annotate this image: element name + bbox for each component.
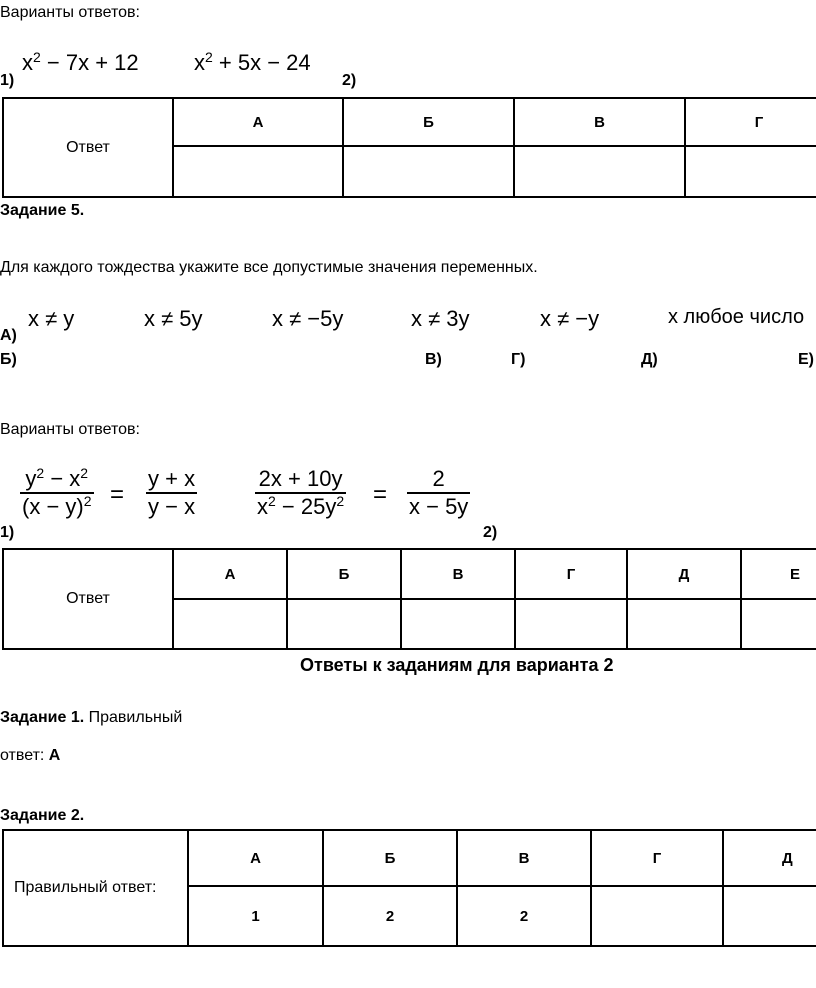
fraction-2-denominator: y − x bbox=[148, 494, 196, 519]
answer-table-2 bbox=[2, 548, 816, 650]
column-header-a: А bbox=[173, 549, 287, 599]
option-label-1b: 1) bbox=[0, 524, 15, 541]
column-header-a: А bbox=[188, 830, 323, 886]
column-header-g: Г bbox=[591, 830, 723, 886]
answer-cell-v[interactable] bbox=[401, 599, 515, 649]
equals-sign-1: = bbox=[110, 481, 125, 508]
fraction-2 bbox=[146, 466, 197, 520]
condition-e: x любое число bbox=[668, 306, 805, 328]
fraction-3 bbox=[255, 466, 346, 520]
answers-heading: Ответы к заданиям для варианта 2 bbox=[300, 655, 614, 675]
column-header-d: Д bbox=[723, 830, 816, 886]
condition-g: x ≠ 3y bbox=[411, 306, 470, 331]
fraction-4 bbox=[407, 466, 470, 520]
task1-title: Задание 1. bbox=[0, 709, 85, 726]
answer-row-label: Ответ bbox=[3, 98, 173, 197]
option-label-v: В) bbox=[425, 351, 442, 368]
condition-b: x ≠ 5y bbox=[144, 306, 203, 331]
option-label-a: А) bbox=[0, 327, 17, 344]
expression-2: $x^2 + 5x - 24$ bbox=[194, 49, 311, 75]
fraction-1-numerator: $y^2 - x^2$ bbox=[25, 465, 89, 491]
task2-title: Задание 2. bbox=[0, 807, 85, 824]
column-header-e: Е bbox=[741, 549, 816, 599]
answer-cell-d[interactable] bbox=[627, 599, 741, 649]
fraction-4-numerator: 2 bbox=[432, 466, 445, 491]
condition-a: x ≠ y bbox=[28, 306, 75, 331]
task5-instruction: Для каждого тождества укажите все допустимые значения переменных. bbox=[0, 259, 538, 276]
answer-cell-g[interactable] bbox=[685, 146, 816, 197]
option-label-e: Е) bbox=[798, 351, 814, 368]
column-header-a: А bbox=[173, 98, 343, 146]
option-label-2b: 2) bbox=[483, 524, 498, 541]
answer-cell-v[interactable] bbox=[514, 146, 685, 197]
fraction-1-denominator: $(x - y)^2$ bbox=[22, 493, 92, 519]
answer-row-label: Ответ bbox=[3, 549, 173, 649]
equals-sign-2: = bbox=[373, 481, 388, 508]
answer-cell-a[interactable] bbox=[173, 146, 343, 197]
variants-heading-2: Варианты ответов: bbox=[0, 421, 140, 438]
variants-heading-1: Варианты ответов: bbox=[0, 4, 140, 21]
column-header-v: В bbox=[457, 830, 591, 886]
fraction-3-denominator: $x^2 - 25y^2$ bbox=[257, 493, 345, 519]
task1-answer-line bbox=[0, 747, 60, 765]
answer-cell-b[interactable] bbox=[287, 599, 401, 649]
column-header-v: В bbox=[514, 98, 685, 146]
answer-cell-g[interactable] bbox=[515, 599, 627, 649]
column-header-b: Б bbox=[287, 549, 401, 599]
expression-1: $x^2 - 7x + 12$ bbox=[22, 49, 139, 75]
column-header-d: Д bbox=[627, 549, 741, 599]
condition-d: x ≠ −y bbox=[540, 306, 600, 331]
option-label-2: 2) bbox=[342, 72, 357, 89]
task1-text: Правильный bbox=[84, 709, 183, 726]
column-header-g: Г bbox=[515, 549, 627, 599]
correct-answer-cell-d bbox=[723, 886, 816, 946]
correct-answer-row-label: Правильный ответ: bbox=[3, 830, 188, 946]
correct-answer-table bbox=[2, 829, 816, 947]
answer-cell-a[interactable] bbox=[173, 599, 287, 649]
option-label-d: Д) bbox=[641, 351, 658, 368]
task1-line bbox=[0, 709, 182, 727]
column-header-v: В bbox=[401, 549, 515, 599]
correct-answer-cell-v: 2 bbox=[457, 886, 591, 946]
fraction-3-numerator: 2x + 10y bbox=[258, 466, 343, 491]
fraction-1 bbox=[20, 466, 94, 520]
task5-title: Задание 5. bbox=[0, 202, 85, 219]
condition-v: x ≠ −5y bbox=[272, 306, 344, 331]
column-header-g: Г bbox=[685, 98, 816, 146]
correct-answer-cell-g bbox=[591, 886, 723, 946]
option-label-g: Г) bbox=[511, 351, 526, 368]
fraction-2-numerator: y + x bbox=[148, 466, 196, 491]
answer-table-1 bbox=[2, 97, 816, 198]
option-label-1: 1) bbox=[0, 72, 15, 89]
task1-answer: А bbox=[48, 747, 61, 764]
column-header-b: Б bbox=[323, 830, 457, 886]
fraction-4-denominator: x − 5y bbox=[409, 494, 469, 519]
correct-answer-cell-a: 1 bbox=[188, 886, 323, 946]
answer-cell-b[interactable] bbox=[343, 146, 514, 197]
column-header-b: Б bbox=[343, 98, 514, 146]
task1-answer-prefix: ответ: bbox=[0, 747, 49, 764]
answer-cell-e[interactable] bbox=[741, 599, 816, 649]
option-label-b: Б) bbox=[0, 351, 17, 368]
correct-answer-cell-b: 2 bbox=[323, 886, 457, 946]
